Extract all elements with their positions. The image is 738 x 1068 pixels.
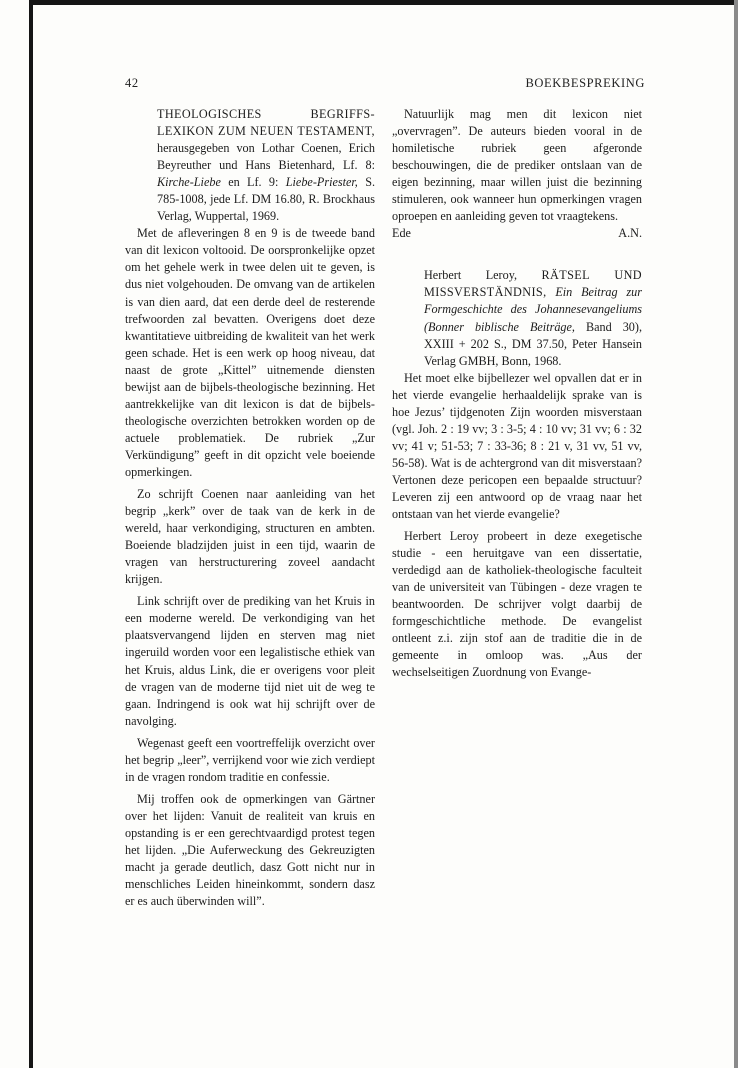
review-1-book-title: THEOLOGISCHES BEGRIFFS-LEXIKON ZUM NEUEN TESTAMENT, xyxy=(157,107,375,139)
review-2-subtitle: Ein Beitrag zur Formgeschichte des Johannesevangeliums (Bonner biblische Beiträge, xyxy=(424,285,642,334)
review-1-paragraph-1: Met de afleveringen 8 en 9 is de tweede band van dit lexicon voltooid. De oorspronkelijke opzet om het gehele werk in twee delen uit te geven, is dus niet volgehouden. De omvang van de artikelen is van dien aard, dat een derde deel de resterende trefwoorden zal bevatten. Overigens doet deze kwantitatieve uitbreiding de kwaliteit van het werk geen schade. Het is een werk op hoog niveau, dat naast de grote „Kittel” uitnemende diensten bewijst aan de bijbels-theologische bezinning. Het aantrekkelijke van dit lexicon is dat de bijbels-theologische overzichten betrokken worden op de actuele problematiek. De rubriek „Zur Verkündigung” geeft in dit opzicht vele boeiende opmerkingen. xyxy=(125,226,375,479)
review-2-paragraph-1: Het moet elke bijbellezer wel opvallen dat er in het vierde evangelie herhaaldelijk sprake van is hoe Jezus’ tijdgenoten Zijn woorden misverstaan (vgl. Joh. 2 : 19 vv; 3 : 3-5; 4 : 10 vv; 31 vv; 6 : 32 vv; 41 v; 51-53; 7 : 33-36; 8 : 21 v, 31 vv, 51 vv, 56-58). Wat is de achtergrond van dit misverstaan? Vertonen deze pericopen een bepaalde structuur? Leveren zij een antwoord op de vraag naar het ontstaan van het vierde evangelie? xyxy=(392,370,642,522)
review-1-part-two: Liebe-Priester, xyxy=(285,175,358,190)
review-2-publication: Band 30), XXIII + 202 S., DM 37.50, Peter Hansein Verlag GMBH, Bonn, 1968. xyxy=(424,319,643,368)
review-1-initials: A.N. xyxy=(618,226,642,241)
review-2-book-title: RÄTSEL UND MISSVERSTÄNDNIS, xyxy=(424,268,642,300)
left-column xyxy=(125,106,375,910)
review-1-signature xyxy=(392,225,642,242)
review-1-bibliographic-entry xyxy=(157,106,375,225)
continued-text-spacer xyxy=(392,0,642,106)
review-1-paragraph-5: Mij troffen ook de opmerkingen van Gärtner over het lijden: Vanuit de realiteit van kruis en opstanding is er een gerechtvaardigd protest tegen het lijden. „Die Auferweckung des Gekreuzigten macht ja gerade deutlich, dasz Gott nicht nur in menschliches Leiden hineinkommt, sondern dasz er es auch überwinden will”. xyxy=(125,791,375,909)
review-2-bibliographic-entry xyxy=(424,267,642,369)
review-1-editors: herausgegeben von Lothar Coenen, Erich Beyreuther und Hans Bietenhard, Lf. 8: xyxy=(157,141,375,173)
review-1-paragraph-2: Zo schrijft Coenen naar aanleiding van het begrip „kerk” over de taak van de kerk in de wereld, haar verkondiging, structuren en ambten. Boeiende bladzijden juist in een tijd, waarin de vragen van herstructurering zoveel aandacht krijgen. xyxy=(125,487,375,587)
review-1-paragraph-3: Link schrijft over de prediking van het Kruis in een moderne wereld. De verkondiging van het plaatsvervangend lijden en sterven mag niet ingeruild worden voor een legalistische ethiek van het Kruis, aldus Link, die er overigens voor pleit de vragen van de moderne tijd niet uit de weg te gaan. Indringend is ook wat hij schrijft over de navolging. xyxy=(125,594,375,728)
page-number: 42 xyxy=(125,76,139,90)
scan-edge-right xyxy=(734,0,738,1068)
scan-edge-left xyxy=(29,0,33,1068)
review-2-author: Herbert Leroy, xyxy=(424,268,518,283)
review-2-paragraph-2: Herbert Leroy probeert in deze exegetische studie - een heruitgave van een dissertatie, verdedigd aan de katholiek-theologische faculteit van de universiteit van Tübingen - deze vragen te beantwoorden. De schrijver volgt daarbij de formgeschichtliche methode. De evangelist ontleent z.i. zijn stof aan de traditie die in de gemeente in omloop was. „Aus der wechselseitigen Zuordnung von Evange- xyxy=(392,529,642,680)
review-1-place: Ede xyxy=(392,226,411,241)
review-1-part-one: Kirche-Liebe xyxy=(157,175,221,190)
review-1-part-joiner: en Lf. 9: xyxy=(228,175,279,190)
review-1-publication: S. 785-1008, jede Lf. DM 16.80, R. Brockhaus Verlag, Wuppertal, 1969. xyxy=(157,175,376,224)
running-title: BOEKBESPREKING xyxy=(525,76,645,90)
review-1-paragraph-4: Wegenast geeft een voortreffelijk overzicht over het begrip „leer”, verrijkend voor wie zich verdiept in de vragen rondom traditie en confessie. xyxy=(125,735,375,784)
right-column xyxy=(392,0,642,682)
review-1-paragraph-6: Natuurlijk mag men dit lexicon niet „overvragen”. De auteurs bieden vooral in de homiletische rubriek geen afgeronde beschouwingen, die de prediker ontslaan van de eigen bezinning, maar willen juist die bezinning stimuleren, ook wanneer hun opmerkingen vragen oproepen en aanleiding geven tot vraagtekens. xyxy=(392,107,642,224)
